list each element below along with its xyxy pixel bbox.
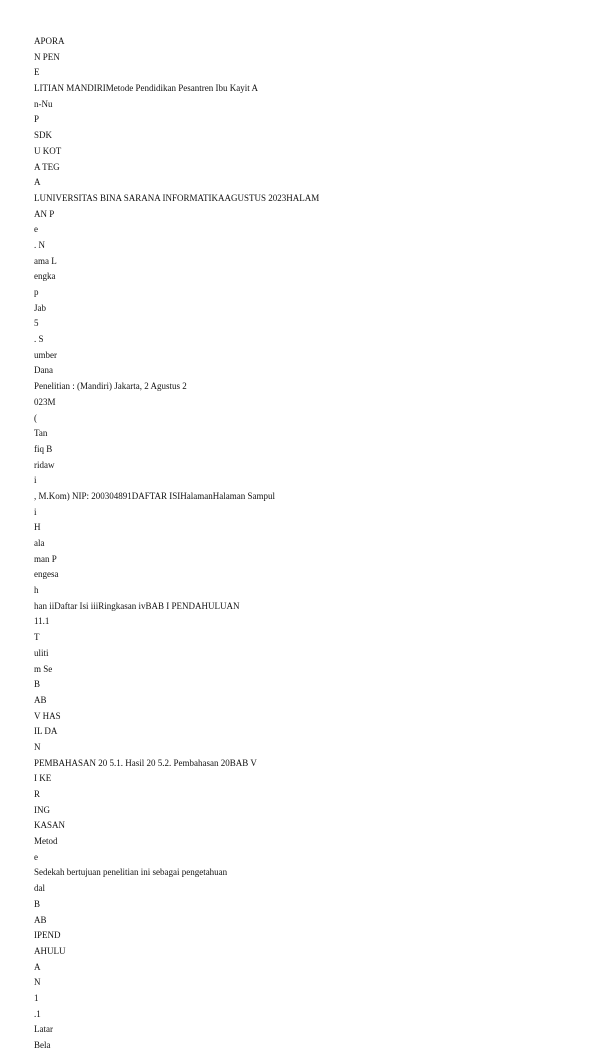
text-line: APORA (34, 36, 65, 46)
text-line: Bela (34, 1040, 51, 1050)
text-line: han iiDaftar Isi iiiRingkasan ivBAB I PENDAHULUAN (34, 600, 240, 611)
text-line: N (34, 741, 41, 752)
text-line: Latar (34, 1024, 53, 1035)
text-line: 023M (34, 396, 56, 407)
text-line: uliti (34, 647, 49, 658)
text-line: p (34, 287, 39, 297)
text-line: R (34, 789, 41, 799)
text-line: Sedekah bertujuan penelitian ini sebagai pengetahuan (34, 867, 228, 878)
text-lines (34, 34, 574, 1054)
text-line: P (34, 114, 40, 125)
text-line: i (34, 506, 37, 517)
text-line: LITIAN MANDIRIMetode Pendidikan Pesantren Ibu Kayit A (34, 83, 258, 94)
text-line: 1 (34, 992, 39, 1003)
text-line: H (34, 522, 41, 533)
text-line: . S (34, 334, 44, 345)
text-line: N PEN (34, 51, 60, 62)
text-line: engka (34, 271, 56, 282)
text-line: ING (34, 804, 50, 815)
text-line: U KOT (34, 145, 62, 156)
text-line: 11.1 (34, 616, 50, 627)
text-line: A TEG (34, 161, 60, 172)
text-line: A (34, 177, 41, 188)
text-line: E (34, 67, 40, 78)
text-line: AB (34, 694, 47, 705)
text-line: PEMBAHASAN 20 5.1. Hasil 20 5.2. Pembahasan 20BAB V (34, 757, 257, 768)
text-line: N (34, 977, 41, 988)
text-line: engesa (34, 569, 59, 580)
text-line: man P (34, 553, 57, 564)
text-line: fiq B (34, 443, 53, 454)
text-line: ( (34, 412, 37, 423)
text-line: Penelitian : (Mandiri) Jakarta, 2 Agustus 2 (34, 381, 187, 392)
text-line: . N (34, 239, 45, 250)
text-line: IL DA (34, 726, 58, 737)
text-line: i (34, 475, 37, 486)
text-line: , M.Kom) NIP: 200304891DAFTAR ISIHalamanHalaman Sampul (34, 490, 276, 501)
text-line: Dana (34, 365, 53, 376)
text-line: B (34, 898, 41, 909)
text-line: ama L (34, 255, 57, 266)
text-line: AN P (34, 208, 55, 219)
text-line: e (34, 851, 38, 862)
text-line: ala (34, 538, 45, 548)
text-line: KASAN (34, 820, 66, 831)
text-line: n-Nu (34, 98, 53, 109)
text-line: Metod (34, 836, 58, 847)
text-line: AHULU (34, 945, 66, 956)
text-line: h (34, 585, 39, 596)
text-line: A (34, 961, 41, 972)
text-line: AB (34, 914, 47, 925)
text-line: Tan (34, 428, 48, 439)
text-line: I KE (34, 773, 52, 784)
text-line: B (34, 679, 41, 690)
text-line: Jab (34, 302, 46, 313)
text-line: SDK (34, 130, 53, 141)
text-line: T (34, 632, 40, 643)
text-line: V HAS (34, 710, 61, 721)
text-line: dal (34, 883, 45, 894)
text-line: m Se (34, 663, 53, 674)
text-line: LUNIVERSITAS BINA SARANA INFORMATIKAAGUSTUS 2023HALAM (34, 192, 320, 203)
text-line: IPEND (34, 930, 61, 941)
text-line: .1 (34, 1008, 41, 1019)
text-line: ridaw (34, 459, 55, 470)
text-line: 5 (34, 318, 39, 329)
text-line: umber (34, 349, 57, 360)
text-line: e (34, 224, 38, 235)
